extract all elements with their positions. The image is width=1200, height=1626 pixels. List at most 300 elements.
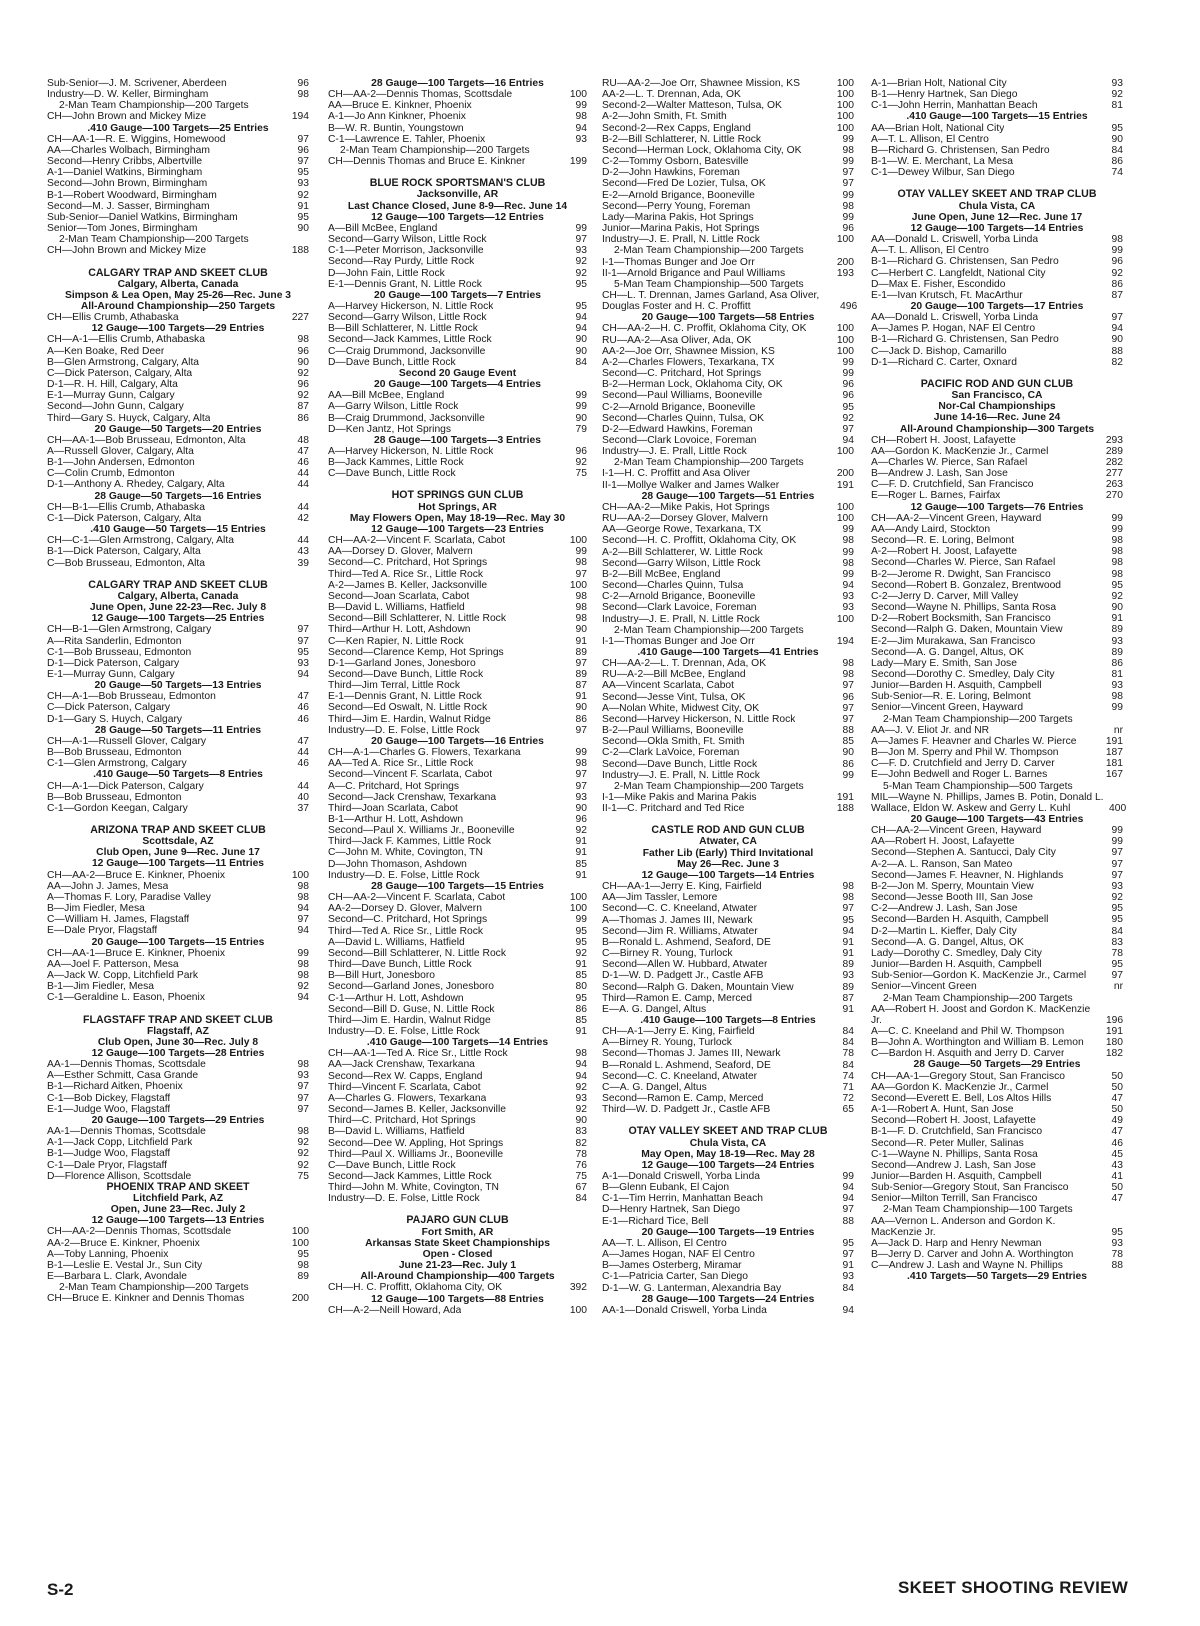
shooter-entry: C-1—Patricia Carter, San Diego — [602, 1271, 748, 1283]
result-line — [328, 1126, 587, 1137]
score: 100 — [836, 323, 854, 335]
result-line — [602, 1216, 854, 1227]
result-line — [602, 803, 854, 814]
shooter-entry: C—William H. James, Flagstaff — [47, 914, 190, 926]
result-line — [328, 1138, 587, 1149]
shooter-entry: B—Glenn Eubank, El Cajon — [602, 1182, 730, 1194]
event-label: 2-Man Team Championship—200 Targets — [614, 624, 804, 636]
shooter-entry: Second—M. J. Sasser, Birmingham — [47, 200, 210, 212]
shooter-entry: Second—Joan Scarlata, Cabot — [328, 590, 470, 602]
score: 40 — [297, 791, 309, 803]
event-heading: 20 Gauge—50 Targets—13 Entries — [94, 680, 262, 692]
result-line — [328, 624, 587, 635]
result-line — [47, 134, 309, 145]
shooter-entry: Second—Allen W. Hubbard, Atwater — [602, 959, 768, 971]
score: 97 — [297, 914, 309, 926]
score: 100 — [569, 89, 587, 101]
score: 181 — [1105, 758, 1123, 770]
result-line — [871, 903, 1123, 914]
result-line — [47, 446, 309, 457]
shooter-entry: I-1—Thomas Bunger and Joe Orr — [602, 635, 755, 647]
shooter-entry: AA—Gordon K. MacKenzie Jr., Carmel — [871, 445, 1049, 457]
result-line — [602, 580, 854, 591]
shooter-entry: C-1—John Herrin, Manhattan Beach — [871, 100, 1038, 112]
shooter-entry: C—F. D. Crutchfield, San Francisco — [871, 479, 1034, 491]
shooter-entry: C—Dave Bunch, Little Rock — [328, 1159, 456, 1171]
score: 44 — [297, 501, 309, 513]
page-number: S-2 — [47, 1580, 74, 1599]
score: 97 — [575, 568, 587, 580]
result-line — [47, 1137, 309, 1148]
shooter-entry: D—Dave Bunch, Little Rock — [328, 356, 456, 368]
shooter-entry: CH—AA-2—Mike Pakis, Hot Springs — [602, 501, 770, 513]
shooter-entry: E—Barbara L. Clark, Avondale — [47, 1271, 188, 1283]
result-line — [871, 725, 1123, 736]
column-4 — [871, 78, 1127, 1294]
result-line — [602, 1260, 854, 1271]
score: 97 — [575, 234, 587, 246]
result-line — [871, 557, 1123, 568]
shooter-entry: B-1—F. D. Crutchfield, San Francisco — [871, 1126, 1043, 1138]
result-line — [602, 335, 854, 346]
score: 96 — [297, 345, 309, 357]
result-line — [602, 636, 854, 647]
result-line — [47, 457, 309, 468]
shooter-entry: AA-1—Donald Criswell, Yorba Linda — [602, 1304, 767, 1316]
result-line — [328, 1004, 587, 1015]
shooter-entry: AA—Robert H. Joost and Gordon K. MacKenzie Jr. — [871, 1003, 1091, 1026]
score: nr — [1113, 724, 1123, 736]
score: 99 — [842, 356, 854, 368]
score: 91 — [575, 959, 587, 971]
result-line — [871, 100, 1123, 111]
club-name: PAJARO GUN CLUB — [406, 1214, 509, 1227]
score: 90 — [575, 345, 587, 357]
shooter-entry: B—Ronald L. Ashmend, Seaford, DE — [602, 1059, 771, 1071]
shooter-entry: B-1—Richard Aitken, Phoenix — [47, 1081, 183, 1093]
score: 83 — [1111, 936, 1123, 948]
shooter-entry: AA—Charles Wolbach, Birmingham — [47, 144, 210, 156]
score: 88 — [842, 1215, 854, 1227]
shooter-entry: AA—Brian Holt, National City — [871, 122, 1005, 134]
result-line — [871, 357, 1123, 368]
club-name: CALGARY TRAP AND SKEET CLUB — [88, 578, 268, 591]
shooter-entry: Junior—Marina Pakis, Hot Springs — [602, 223, 760, 235]
result-line — [871, 1171, 1123, 1182]
score: 99 — [1111, 245, 1123, 257]
shooter-entry: CH—AA-1—Gregory Stout, San Francisco — [871, 1070, 1065, 1082]
result-line — [47, 892, 309, 903]
result-line — [871, 234, 1123, 245]
score: 227 — [291, 312, 309, 324]
result-line — [328, 557, 587, 568]
result-line — [47, 1160, 309, 1171]
shooter-entry: Second—Barden H. Asquith, Campbell — [871, 914, 1049, 926]
result-line — [328, 123, 587, 134]
shooter-entry: Senior—Milton Terrill, San Francisco — [871, 1193, 1038, 1205]
score: 46 — [297, 713, 309, 725]
team-event-heading — [871, 1204, 1123, 1215]
shooter-entry: C-1—Arthur H. Lott, Ashdown — [328, 992, 464, 1004]
shooter-entry: D-1—Gary S. Huych, Calgary — [47, 713, 183, 725]
score: 263 — [1105, 479, 1123, 491]
score: 98 — [297, 1059, 309, 1071]
shooter-entry: Senior—Tom Jones, Birmingham — [47, 223, 198, 235]
score: 91 — [575, 691, 587, 703]
shooter-entry: B—Jack Kammes, Little Rock — [328, 457, 464, 469]
score: 92 — [297, 367, 309, 379]
club-name: OTAY VALLEY SKEET AND TRAP CLUB — [628, 1125, 828, 1138]
column-3 — [602, 78, 858, 1327]
score: 86 — [575, 1003, 587, 1015]
score: 72 — [842, 1093, 854, 1105]
event-label: 2-Man Team Championship—200 Targets — [59, 100, 249, 112]
result-line — [871, 156, 1123, 167]
shooter-entry: Second—C. Pritchard, Hot Springs — [602, 368, 762, 380]
event-label: 2-Man Team Championship—200 Targets — [883, 992, 1073, 1004]
result-line — [602, 669, 854, 680]
result-line — [328, 781, 587, 792]
shooter-entry: C-2—Arnold Brigance, Booneville — [602, 591, 756, 603]
score: 98 — [575, 613, 587, 625]
result-line — [47, 413, 309, 424]
result-line — [47, 89, 309, 100]
result-line — [602, 513, 854, 524]
score: 100 — [836, 334, 854, 346]
score: 94 — [575, 312, 587, 324]
result-line — [47, 1226, 309, 1237]
score: 91 — [842, 1003, 854, 1015]
shooter-entry: Second—Charles W. Pierce, San Rafael — [871, 557, 1056, 569]
result-line — [47, 379, 309, 390]
results-block — [602, 78, 858, 815]
score: 93 — [1111, 1237, 1123, 1249]
event-label: 2-Man Team Championship—200 Targets — [59, 1282, 249, 1294]
shooter-entry: A-2—Bill Schlatterer, W. Little Rock — [602, 546, 763, 558]
shooter-entry: B—Andrew J. Lash, San Jose — [871, 468, 1008, 480]
result-line — [328, 803, 587, 814]
result-line — [47, 1260, 309, 1271]
score: 98 — [842, 892, 854, 904]
score: 95 — [842, 401, 854, 413]
score: 98 — [575, 758, 587, 770]
score: 98 — [575, 557, 587, 569]
result-line — [328, 937, 587, 948]
result-line — [328, 702, 587, 713]
result-line — [871, 613, 1123, 624]
shooter-entry: Industry—J. E. Prall, Little Rock — [602, 446, 747, 458]
shooter-entry: Second—Bill D. Guse, N. Little Rock — [328, 1003, 495, 1015]
shooter-entry: AA—Bill McBee, England — [328, 390, 445, 402]
result-line — [328, 580, 587, 591]
score: 99 — [1111, 523, 1123, 535]
shooter-entry: C-1—Wayne N. Phillips, Santa Rosa — [871, 1148, 1038, 1160]
result-line — [328, 948, 587, 959]
event-heading: 12 Gauge—100 Targets—14 Entries — [910, 222, 1084, 234]
result-line — [328, 301, 587, 312]
team-event-heading — [602, 781, 854, 792]
score: 97 — [297, 156, 309, 168]
result-line — [602, 725, 854, 736]
shooter-entry: Second—Perry Young, Foreman — [602, 200, 751, 212]
shooter-entry: Second—C. Pritchard, Hot Springs — [328, 557, 488, 569]
shooter-entry: CH—Bruce E. Kinkner and Dennis Thomas — [47, 1293, 245, 1305]
result-line — [871, 1093, 1123, 1104]
team-event-heading — [47, 100, 309, 111]
score: 85 — [575, 970, 587, 982]
score: 37 — [297, 802, 309, 814]
result-line — [47, 178, 309, 189]
score: 90 — [575, 412, 587, 424]
result-line — [328, 134, 587, 145]
score: 95 — [842, 1237, 854, 1249]
result-line — [602, 524, 854, 535]
shooter-entry: D—John Thomason, Ashdown — [328, 858, 467, 870]
shooter-entry: Senior—Vincent Green — [871, 981, 977, 993]
score: 95 — [575, 925, 587, 937]
event-heading: Chula Vista, CA — [689, 1137, 767, 1149]
score: 97 — [575, 769, 587, 781]
score: 95 — [575, 300, 587, 312]
result-line — [602, 759, 854, 770]
result-line — [328, 1093, 587, 1104]
result-line — [328, 1171, 587, 1182]
shooter-entry: CH—AA-2—H. C. Proffit, Oklahoma City, OK — [602, 323, 807, 335]
score: 90 — [575, 1115, 587, 1127]
shooter-entry: AA—Donald L. Criswell, Yorba Linda — [871, 312, 1039, 324]
score: 95 — [297, 167, 309, 179]
team-event-heading — [871, 714, 1123, 725]
result-line — [871, 1238, 1123, 1249]
score: 400 — [1109, 802, 1127, 814]
result-line — [47, 870, 309, 881]
score: 97 — [842, 1204, 854, 1216]
event-label: 2-Man Team Championship—200 Targets — [614, 780, 804, 792]
score: 87 — [842, 992, 854, 1004]
result-line — [871, 513, 1123, 524]
shooter-entry: Second—A. G. Dangel, Altus, OK — [871, 646, 1024, 658]
score: 92 — [575, 1081, 587, 1093]
score: 97 — [842, 702, 854, 714]
score: 100 — [291, 1226, 309, 1238]
result-line — [602, 289, 858, 313]
result-line — [602, 703, 854, 714]
shooter-entry: A—James Hogan, NAF El Centro — [602, 1249, 755, 1261]
result-line — [328, 636, 587, 647]
result-line — [871, 134, 1123, 145]
shooter-entry: AA—Vernon L. Anderson and Gordon K. MacKenzie Jr. — [871, 1215, 1056, 1238]
shooter-entry: D-2—Edward Hawkins, Foreman — [602, 423, 753, 435]
team-event-heading — [602, 625, 854, 636]
shooter-entry: Second—Dorothy C. Smedley, Daly City — [871, 668, 1055, 680]
shooter-entry: B-1—Leslie E. Vestal Jr., Sun City — [47, 1259, 203, 1271]
score: 98 — [1111, 546, 1123, 558]
shooter-entry: B—Bill Hurt, Jonesboro — [328, 970, 436, 982]
result-line — [602, 223, 854, 234]
shooter-entry: Second—Clark Lavoice, Foreman — [602, 602, 757, 614]
result-line — [871, 1104, 1123, 1115]
result-line — [602, 145, 854, 156]
result-line — [871, 881, 1123, 892]
shooter-entry: D-1—Richard C. Carter, Oxnard — [871, 356, 1017, 368]
score: 42 — [297, 512, 309, 524]
result-line — [47, 190, 309, 201]
score: 39 — [297, 557, 309, 569]
result-line — [328, 89, 587, 100]
event-heading: May 26—Rec. June 3 — [677, 858, 779, 870]
result-line — [47, 390, 309, 401]
shooter-entry: A-2—Charles Flowers, Texarkana, TX — [602, 356, 775, 368]
result-line — [602, 257, 854, 268]
shooter-entry: I-1—Mike Pakis and Marina Pakis — [602, 792, 757, 803]
shooter-entry: A—C. Pritchard, Hot Springs — [328, 780, 460, 792]
shooter-entry: AA-2—Dorsey D. Glover, Malvern — [328, 903, 482, 915]
shooter-entry: Second—C. Pritchard, Hot Springs — [328, 914, 488, 926]
result-line — [602, 602, 854, 613]
shooter-entry: CH—AA-2—Bruce E. Kinkner, Phoenix — [47, 869, 225, 881]
score: 92 — [1111, 267, 1123, 279]
score: 100 — [569, 579, 587, 591]
result-line — [602, 357, 854, 368]
shooter-entry: Second—Garland Jones, Jonesboro — [328, 981, 494, 993]
score: 93 — [842, 1271, 854, 1283]
club-name: OTAY VALLEY SKEET AND TRAP CLUB — [897, 188, 1097, 201]
event-heading: Fort Smith, AR — [421, 1226, 494, 1238]
result-line — [47, 145, 309, 156]
score: 92 — [297, 1137, 309, 1149]
result-line — [47, 691, 309, 702]
result-line — [871, 290, 1123, 301]
result-line — [871, 870, 1123, 881]
score: 47 — [1111, 1092, 1123, 1104]
shooter-entry: C—Ken Rapier, N. Little Rock — [328, 635, 464, 647]
result-line — [47, 1081, 309, 1092]
result-line — [871, 847, 1123, 858]
shooter-entry: CH—B-1—Ellis Crumb, Athabaska — [47, 501, 205, 513]
result-line — [47, 223, 309, 234]
shooter-entry: Second—Andrew J. Lash, San Jose — [871, 1159, 1036, 1171]
shooter-entry: CH—AA-2—Vincent F. Scarlata, Cabot — [328, 535, 506, 547]
score: 86 — [1111, 156, 1123, 168]
result-line — [871, 825, 1123, 836]
shooter-entry: CH—AA-1—Bob Brusseau, Edmonton, Alta — [47, 434, 246, 446]
shooter-entry: CH—AA-2—Vincent Green, Hayward — [871, 825, 1042, 837]
shooter-entry: Second—John Brown, Birmingham — [47, 178, 208, 190]
shooter-entry: AA—John J. James, Mesa — [47, 880, 169, 892]
result-line — [328, 413, 587, 424]
score: 76 — [575, 1159, 587, 1171]
shooter-entry: A—Ken Boake, Red Deer — [47, 345, 165, 357]
result-line — [602, 446, 854, 457]
score: 91 — [842, 948, 854, 960]
event-heading: June Open, June 22-23—Rec. July 8 — [89, 602, 267, 614]
result-line — [871, 859, 1123, 870]
score: 89 — [842, 959, 854, 971]
shooter-entry: Third—Ramon E. Camp, Merced — [602, 992, 752, 1004]
result-line — [602, 714, 854, 725]
event-heading: 20 Gauge—100 Targets—7 Entries — [374, 289, 541, 301]
result-line — [871, 1149, 1123, 1160]
score: 95 — [297, 211, 309, 223]
shooter-entry: Second—John Gunn, Calgary — [47, 401, 184, 413]
score: 94 — [842, 580, 854, 592]
result-line — [602, 402, 854, 413]
results-block — [602, 1126, 854, 1316]
score: 90 — [297, 356, 309, 368]
result-line — [328, 100, 587, 111]
result-line — [602, 435, 854, 446]
shooter-entry: A—Garry Wilson, Little Rock — [328, 401, 459, 413]
shooter-entry: B—David L. Williams, Hatfield — [328, 1126, 465, 1138]
results-block — [871, 377, 1127, 1283]
shooter-entry: C-2—Clark LaVoice, Foreman — [602, 747, 740, 759]
shooter-entry: CH—A-1—Jerry E. King, Fairfield — [602, 1026, 755, 1038]
event-heading: All-Around Championship—250 Targets — [80, 300, 276, 312]
shooter-entry: C—Dick Paterson, Calgary, Alta — [47, 367, 193, 379]
result-line — [47, 1271, 309, 1282]
score: 97 — [1111, 970, 1123, 982]
shooter-entry: Second—A. G. Dangel, Altus, OK — [871, 936, 1024, 948]
shooter-entry: AA-2—Bruce E. Kinkner, Phoenix — [47, 1237, 200, 1249]
score: 100 — [836, 111, 854, 123]
result-line — [602, 1082, 854, 1093]
result-line — [871, 691, 1123, 702]
result-line — [602, 424, 854, 435]
event-heading: 20 Gauge—100 Targets—43 Entries — [910, 814, 1084, 825]
score: 182 — [1105, 1048, 1123, 1060]
score: 95 — [842, 914, 854, 926]
shooter-entry: E—Dale Pryor, Flagstaff — [47, 925, 158, 937]
result-line — [602, 190, 854, 201]
score: 84 — [1111, 144, 1123, 156]
shooter-entry: Third—Vincent F. Scarlata, Cabot — [328, 1081, 481, 1093]
shooter-entry: CH—John Brown and Mickey Mize — [47, 111, 207, 123]
event-heading: .410 Gauge—100 Targets—8 Entries — [640, 1014, 816, 1026]
result-line — [871, 1126, 1123, 1137]
shooter-entry: B—Bob Brusseau, Edmonton — [47, 791, 182, 803]
result-line — [871, 334, 1123, 345]
score: 99 — [842, 189, 854, 201]
event-label: 2-Man Team Championship—200 Targets — [614, 245, 804, 257]
result-line — [328, 825, 587, 836]
score: 98 — [575, 111, 587, 123]
result-line — [602, 736, 854, 747]
score: 78 — [1111, 1249, 1123, 1261]
event-heading: 12 Gauge—100 Targets—25 Entries — [91, 613, 265, 625]
score: 96 — [842, 223, 854, 235]
score: 45 — [1111, 1148, 1123, 1160]
score: 71 — [842, 1081, 854, 1093]
shooter-entry: AA—Ted A. Rice Sr., Little Rock — [328, 758, 474, 770]
score: 93 — [842, 602, 854, 614]
event-heading: .410 Gauge—100 Targets—25 Entries — [87, 122, 269, 134]
event-heading: 20 Gauge—100 Targets—58 Entries — [641, 312, 815, 324]
shooter-entry: RU—AA-2—Asa Oliver, Ada, OK — [602, 334, 752, 346]
result-line — [871, 256, 1123, 267]
score: 74 — [1111, 167, 1123, 179]
score: 282 — [1105, 457, 1123, 468]
result-line — [871, 468, 1123, 479]
result-line — [871, 580, 1123, 591]
shooter-entry: C—Dave Bunch, Little Rock — [328, 468, 456, 480]
score: 88 — [1111, 345, 1123, 357]
shooter-entry: C-1—Dale Pryor, Flagstaff — [47, 1159, 167, 1171]
result-line — [328, 658, 587, 669]
score: 93 — [575, 1092, 587, 1104]
result-line — [47, 479, 309, 490]
shooter-entry: Second—Jesse Vint, Tulsa, OK — [602, 691, 746, 703]
shooter-entry: CH—AA-1—R. E. Wiggins, Homewood — [47, 133, 226, 145]
